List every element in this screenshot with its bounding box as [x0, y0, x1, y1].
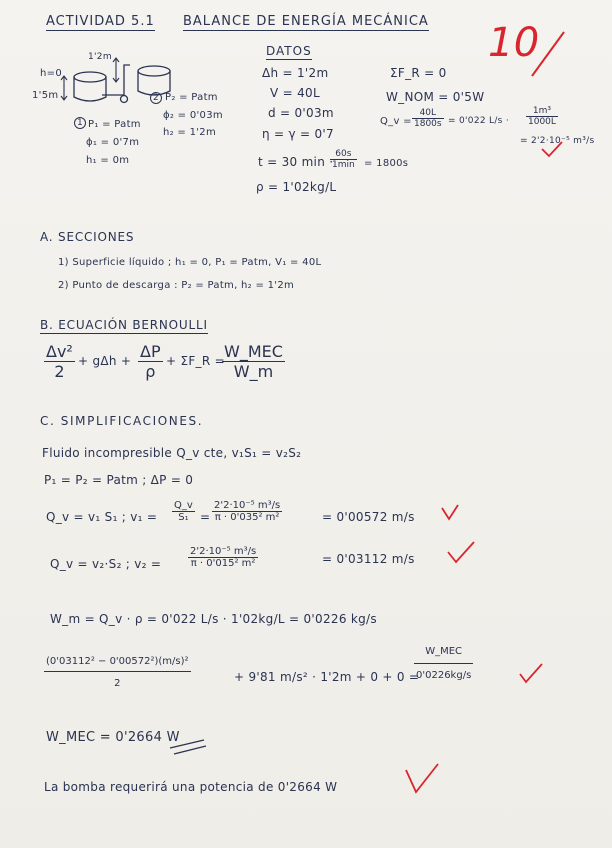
wmec-result: W_MEC = 0'2664 W [46, 730, 180, 745]
datos-right-item: W_NOM = 0'5W [386, 90, 485, 104]
datos-heading: DATOS [266, 44, 312, 58]
check-mark-icon [446, 540, 476, 564]
activity-label: ACTIVIDAD 5.1 [46, 14, 155, 29]
check-mark-icon [404, 764, 440, 794]
check-mark-icon [518, 662, 544, 684]
simplificaciones-heading: C. SIMPLIFICACIONES. [40, 414, 204, 428]
bernoulli-term-3: W_MEC W_m [224, 342, 283, 381]
qv1-fraction-2: $\frac{\text{2'2·10⁻⁵ m³/s}}{\text{π · 0'035² m²}}$ [214, 500, 281, 523]
qv-mid: = 0'022 L/s · [448, 116, 509, 126]
qv-label: Q_v = [380, 116, 412, 127]
bernoulli-heading: B. ECUACIÓN BERNOULLI [40, 318, 208, 332]
datos-item: ρ = 1'02kg/L [256, 180, 337, 194]
diagram-h0: h=0 [40, 68, 62, 79]
time-fraction: 60s 1min [332, 149, 355, 170]
check-mark-icon [540, 140, 564, 160]
grade-mark: 10 [488, 20, 540, 66]
diagram-phi1: ϕ₁ = 0'7m [86, 137, 140, 148]
datos-item: t = 30 min · [258, 155, 334, 169]
seccion-item: 2) Punto de descarga : P₂ = Patm, h₂ = 1'2m [58, 280, 295, 291]
simplificacion-line: Fluido incompresible Q_v cte, v₁S₁ = v₂S₂ [42, 446, 302, 460]
bernoulli-term-2: $\frac{\Delta P}{\rho}$ [140, 342, 161, 381]
grade-slash-icon [530, 30, 570, 80]
diagram-depth: 1'5m [32, 90, 59, 101]
qv-fraction-2: $\frac{\text{1m³}}{1000L}$ [528, 106, 556, 127]
qv2-fraction: $\frac{\text{2'2·10⁻⁵ m³/s}}{\text{π · 0'015² m²}}$ [190, 546, 257, 569]
datos-item: η = γ = 0'7 [262, 127, 334, 141]
energy-fraction: $\frac{\text{(0'03112² − 0'00572²)(m/s)²}}{2}$ [46, 656, 189, 689]
datos-item: d = 0'03m [268, 106, 334, 120]
qv1-eq: = [200, 510, 211, 524]
datos-item: Δh = 1'2m [262, 66, 329, 80]
datos-item: V = 40L [270, 86, 320, 100]
diagram-phi2: ϕ₂ = 0'03m [163, 110, 223, 121]
diagram-height-top: 1'2m [88, 52, 112, 62]
qv1-left: Q_v = v₁ S₁ ; v₁ = [46, 510, 158, 524]
energy-tail: + 9'81 m/s² · 1'2m + 0 + 0 = [234, 670, 420, 684]
qv1-fraction-1: $\frac{Q\_v}{\text{S₁}}$ [174, 500, 193, 523]
seccion-item: 1) Superficie líquido ; h₁ = 0, P₁ = Patm, V₁ = 40L [58, 257, 322, 268]
bernoulli-term-1: $\frac{\text{Δv²}}{2}$ [46, 342, 73, 381]
bernoulli-gdh: + gΔh + [78, 354, 132, 368]
double-underline-icon [168, 738, 208, 756]
qv-result: = 2'2·10⁻⁵ m³/s [520, 136, 595, 146]
check-mark-icon [440, 504, 460, 522]
simplificacion-line: P₁ = P₂ = Patm ; ΔP = 0 [44, 473, 194, 487]
energy-rhs-fraction: W_MEC 0'0226kg/s [416, 646, 472, 681]
secciones-heading: A. SECCIONES [40, 230, 135, 244]
diagram-p2: P₂ = Patm [165, 92, 218, 103]
wm-line: W_m = Q_v · ρ = 0'022 L/s · 1'02kg/L = 0'0226 kg/s [50, 612, 377, 626]
marker-1: 1 [74, 117, 86, 129]
diagram-h1: h₁ = 0m [86, 155, 130, 166]
conclusion: La bomba requerirá una potencia de 0'2664 W [44, 780, 338, 794]
bernoulli-sum-fr: + ΣF_R = [166, 354, 225, 368]
activity-title: BALANCE DE ENERGÍA MECÁNICA [183, 14, 429, 29]
datos-right-item: ΣF_R = 0 [390, 66, 447, 80]
qv2-result: = 0'03112 m/s [322, 552, 415, 566]
diagram-h2: h₂ = 1'2m [163, 127, 216, 138]
time-result: = 1800s [364, 158, 409, 169]
qv2-left: Q_v = v₂·S₂ ; v₂ = [50, 557, 162, 571]
qv-fraction-1: $\frac{40L}{1800s}$ [414, 108, 442, 129]
diagram-p1: P₁ = Patm [88, 119, 141, 130]
marker-2: 2 [150, 92, 162, 104]
qv1-result: = 0'00572 m/s [322, 510, 415, 524]
